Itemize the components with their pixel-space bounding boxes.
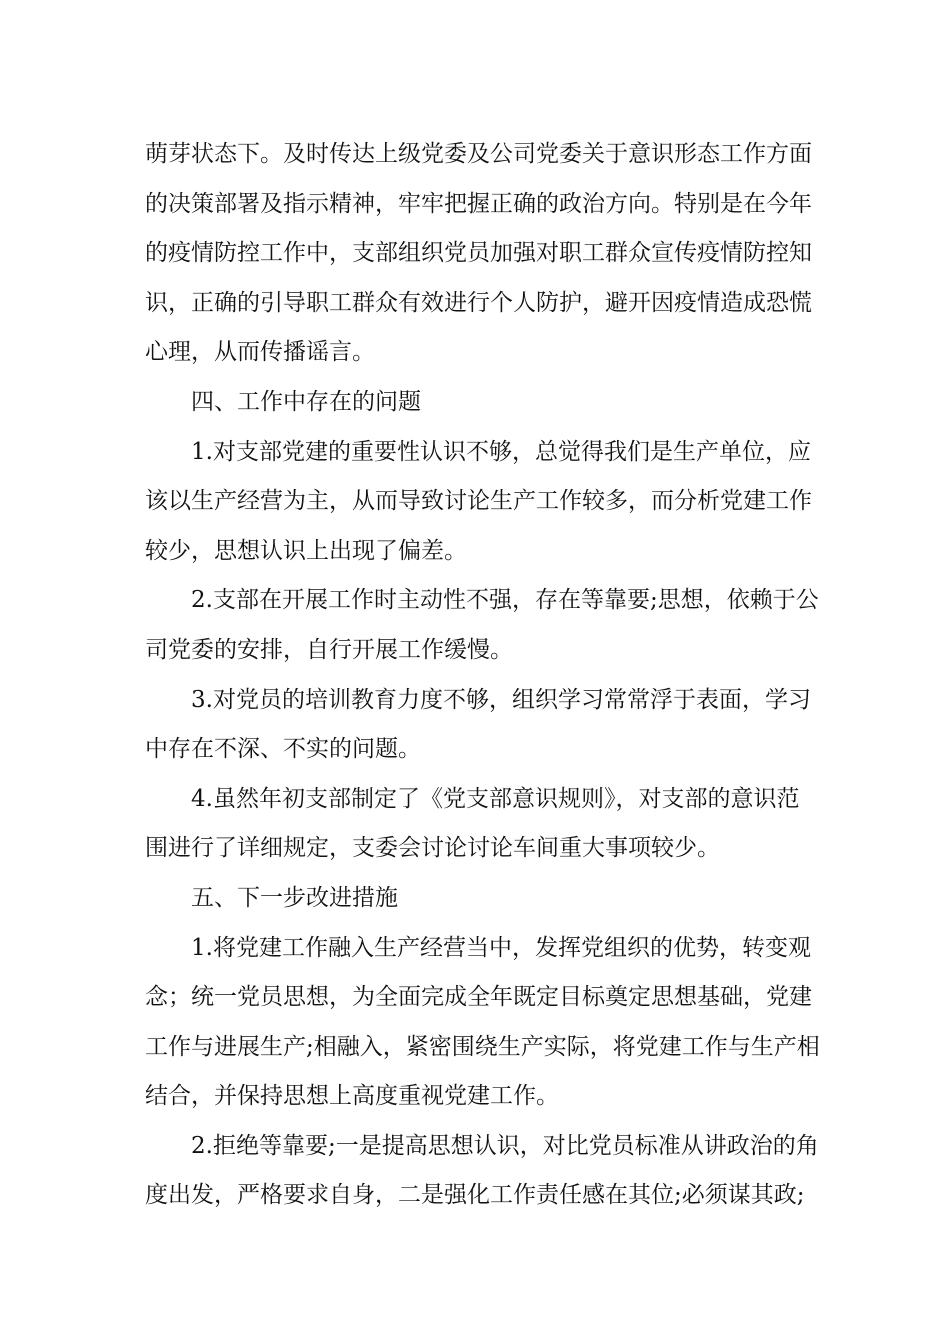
text-line: 该以生产经营为主，从而导致讨论生产工作较多，而分析党建工作	[145, 488, 812, 515]
text-line: 识，正确的引导职工群众有效进行个人防护，避开因疫情造成恐慌	[145, 289, 812, 316]
text-line: 4.虽然年初支部制定了《党支部意识规则》，对支部的意识范	[191, 785, 800, 812]
text-line: 2.支部在开展工作时主动性不强，存在等靠要;思想，依赖于公	[191, 587, 819, 614]
text-line: 度出发，严格要求自身，二是强化工作责任感在其位;必须谋其政;	[145, 1182, 805, 1209]
text-line: 较少，思想认识上出现了偏差。	[145, 537, 467, 564]
text-line: 围进行了详细规定，支委会讨论讨论车间重大事项较少。	[145, 835, 720, 862]
text-line: 司党委的安排，自行开展工作缓慢。	[145, 636, 513, 663]
text-line: 的疫情防控工作中，支部组织党员加强对职工群众宣传疫情防控知	[145, 240, 812, 267]
text-line: 1.对支部党建的重要性认识不够，总觉得我们是生产单位，应	[191, 438, 811, 465]
text-line: 念；统一党员思想，为全面完成全年既定目标奠定思想基础，党建	[145, 984, 812, 1011]
section-heading: 四、工作中存在的问题	[191, 388, 421, 415]
document-body	[145, 130, 835, 1221]
text-line: 结合，并保持思想上高度重视党建工作。	[145, 1083, 559, 1110]
section-heading: 五、下一步改进措施	[191, 884, 398, 911]
text-line: 的决策部署及指示精神，牢牢把握正确的政治方向。特别是在今年	[145, 190, 812, 217]
text-line: 2.拒绝等靠要;一是提高思想认识，对比党员标准从讲政治的角	[191, 1132, 819, 1159]
text-line: 1.将党建工作融入生产经营当中，发挥党组织的优势，转变观	[191, 934, 811, 961]
text-line: 工作与进展生产;相融入，紧密围绕生产实际，将党建工作与生产相	[145, 1033, 820, 1060]
text-line: 萌芽状态下。及时传达上级党委及公司党委关于意识形态工作方面	[145, 141, 812, 167]
text-line: 中存在不深、不实的问题。	[145, 736, 421, 763]
text-line: 心理，从而传播谣言。	[145, 339, 375, 366]
text-line: 3.对党员的培训教育力度不够，组织学习常常浮于表面，学习	[191, 686, 811, 713]
